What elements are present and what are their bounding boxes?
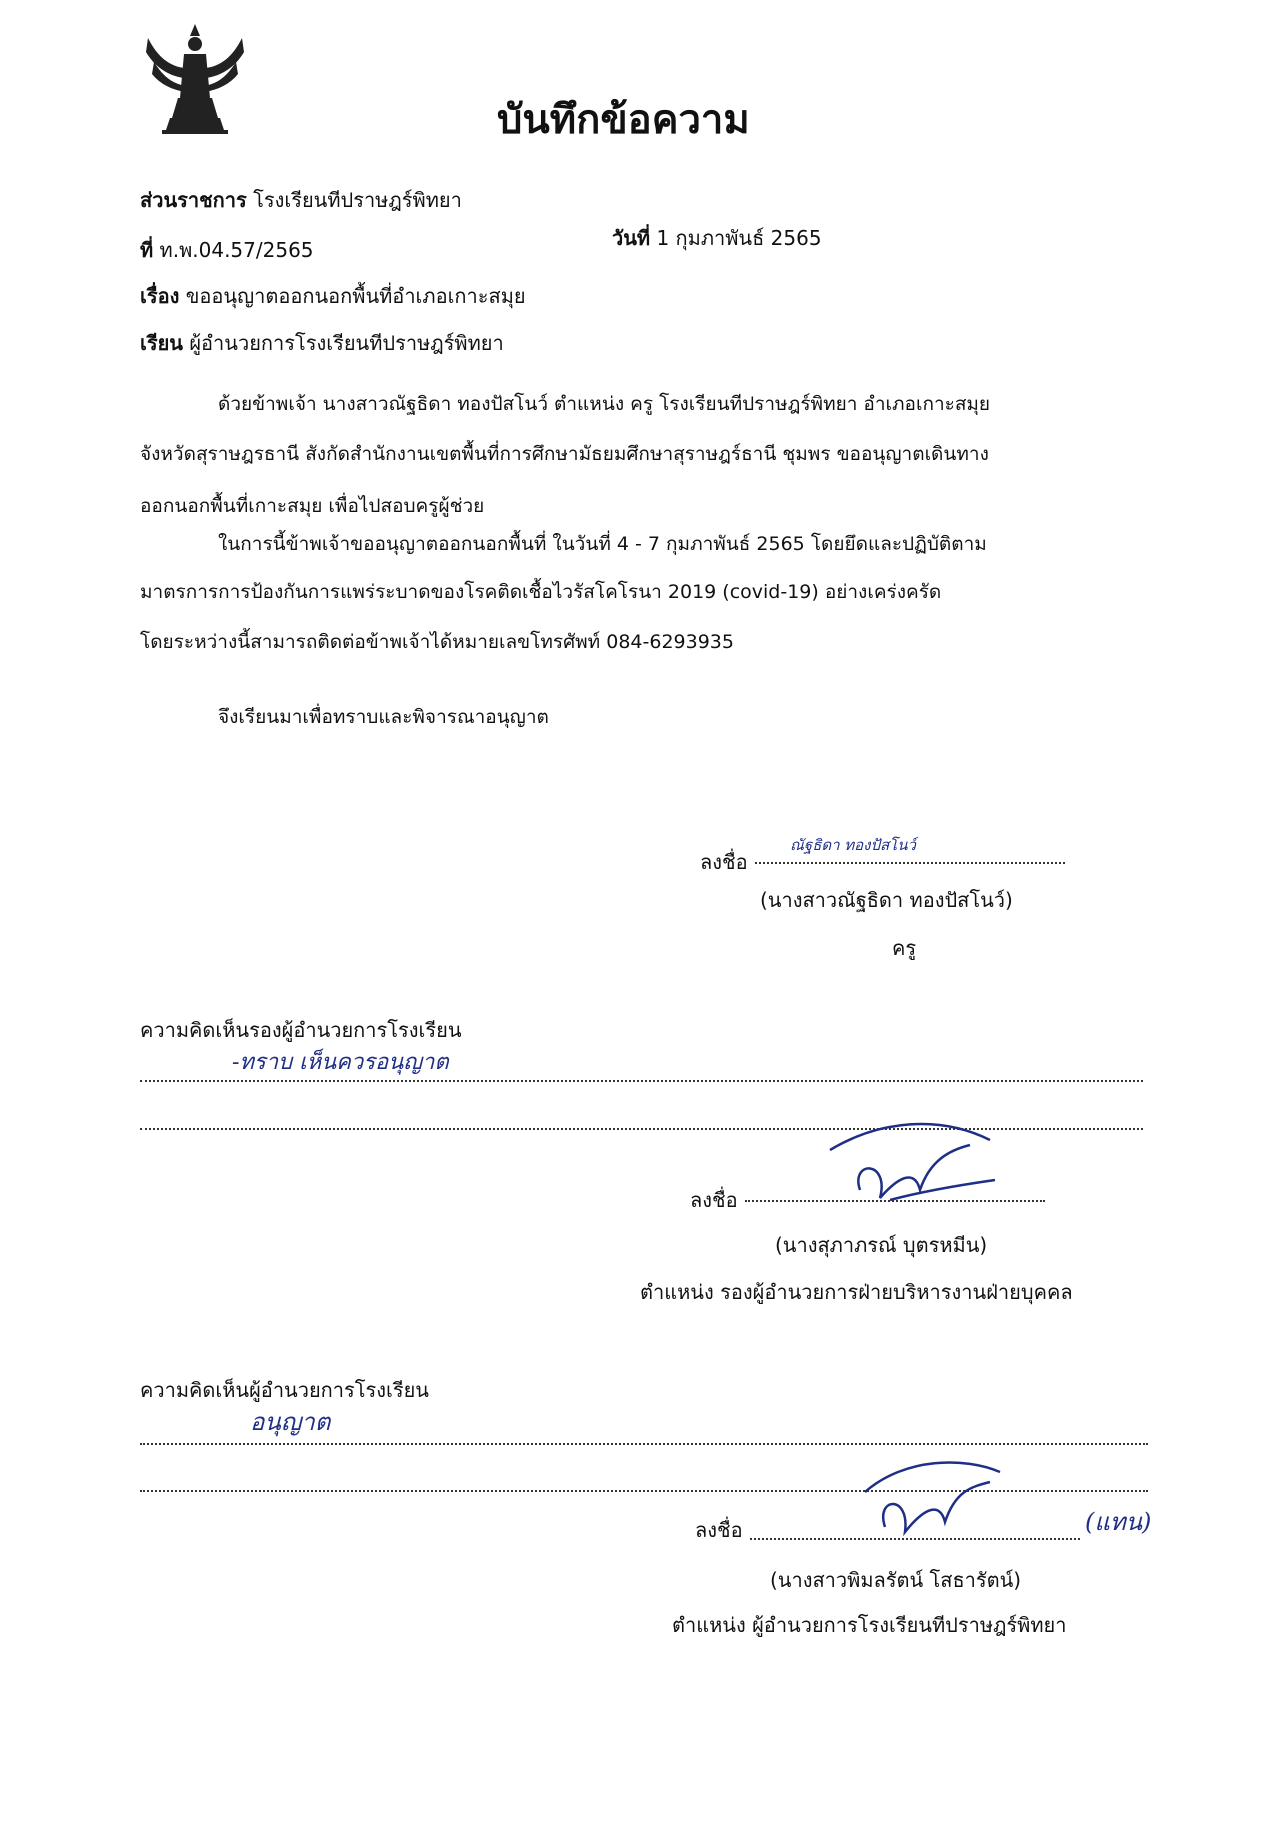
body-p2-line3: โดยระหว่างนี้สามารถติดต่อข้าพเจ้าได้หมายเลขโทรศัพท์ 084-6293935	[140, 631, 734, 653]
director-handwritten-comment: อนุญาต	[250, 1408, 331, 1436]
director-acting-note: (แทน)	[1085, 1508, 1152, 1536]
teacher-sign-label: ลงชื่อ	[700, 850, 748, 874]
teacher-sign-line	[755, 862, 1065, 864]
director-name: (นางสาวพิมลรัตน์ โสธารัตน์)	[770, 1568, 1022, 1592]
body-p2-line1: ในการนี้ข้าพเจ้าขออนุญาตออกนอกพื้นที่ ในวันที่ 4 - 7 กุมภาพันธ์ 2565 โดยยึดและปฏิบัติตาม	[218, 533, 987, 555]
body-p1-line3: ออกนอกพื้นที่เกาะสมุย เพื่อไปสอบครูผู้ช่วย	[140, 495, 485, 517]
body-p2-line2: มาตรการการป้องกันการแพร่ระบาดของโรคติดเชื้อไวรัสโคโรนา 2019 (covid-19) อย่างเคร่งครัด	[140, 581, 942, 603]
date-label: วันที่	[612, 226, 651, 250]
closing-line: จึงเรียนมาเพื่อทราบและพิจารณาอนุญาต	[218, 706, 549, 728]
agency-field	[140, 190, 462, 210]
reference-label: ที่	[140, 238, 154, 262]
deputy-signature	[820, 1120, 1000, 1220]
deputy-name: (นางสุภาภรณ์ บุตรหมีน)	[775, 1233, 988, 1257]
director-sign-label: ลงชื่อ	[695, 1518, 743, 1542]
subject-value: ขออนุญาตออกนอกพื้นที่อำเภอเกาะสมุย	[185, 284, 526, 308]
garuda-emblem-icon	[140, 18, 250, 138]
subject-label: เรื่อง	[140, 284, 180, 308]
date-field	[612, 228, 822, 248]
to-label: เรียน	[140, 331, 183, 355]
date-value: 1 กุมภาพันธ์ 2565	[656, 226, 822, 250]
reference-value: ท.พ.04.57/2565	[159, 238, 314, 262]
deputy-sign-label: ลงชื่อ	[690, 1188, 738, 1212]
director-position: ตำแหน่ง ผู้อำนวยการโรงเรียนทีปราษฎร์พิทยา	[672, 1613, 1067, 1637]
deputy-position: ตำแหน่ง รองผู้อำนวยการฝ่ายบริหารงานฝ่ายบุคคล	[640, 1280, 1073, 1304]
director-opinion-heading: ความคิดเห็นผู้อำนวยการโรงเรียน	[140, 1378, 429, 1402]
agency-value: โรงเรียนทีปราษฎร์พิทยา	[253, 188, 462, 212]
body-p1-line1: ด้วยข้าพเจ้า นางสาวณัฐธิดา ทองปัสโนว์ ตำแหน่ง ครู โรงเรียนทีปราษฎร์พิทยา อำเภอเกาะสมุย	[218, 393, 991, 415]
agency-label: ส่วนราชการ	[140, 188, 247, 212]
deputy-opinion-heading: ความคิดเห็นรองผู้อำนวยการโรงเรียน	[140, 1018, 462, 1042]
body-p1-line2: จังหวัดสุราษฎรธานี สังกัดสำนักงานเขตพื้นที่การศึกษามัธยมศึกษาสุราษฎร์ธานี ชุมพร ขออนุญาตเดินทาง	[140, 443, 989, 465]
teacher-position: ครู	[892, 936, 917, 960]
teacher-signature-handwriting: ณัฐธิดา ทองปัสโนว์	[790, 836, 916, 854]
director-comment-line-1	[140, 1443, 1148, 1445]
teacher-name: (นางสาวณัฐธิดา ทองปัสโนว์)	[760, 888, 1013, 912]
memo-title: บันทึกข้อความ	[497, 97, 750, 143]
deputy-comment-line-1	[140, 1080, 1143, 1082]
deputy-handwritten-comment: -ทราบ เห็นควรอนุญาต	[232, 1050, 449, 1075]
to-value: ผู้อำนวยการโรงเรียนทีปราษฎร์พิทยา	[189, 331, 504, 355]
to-field	[140, 333, 504, 353]
subject-field	[140, 286, 526, 306]
reference-field	[140, 240, 314, 260]
director-signature	[855, 1452, 1005, 1542]
